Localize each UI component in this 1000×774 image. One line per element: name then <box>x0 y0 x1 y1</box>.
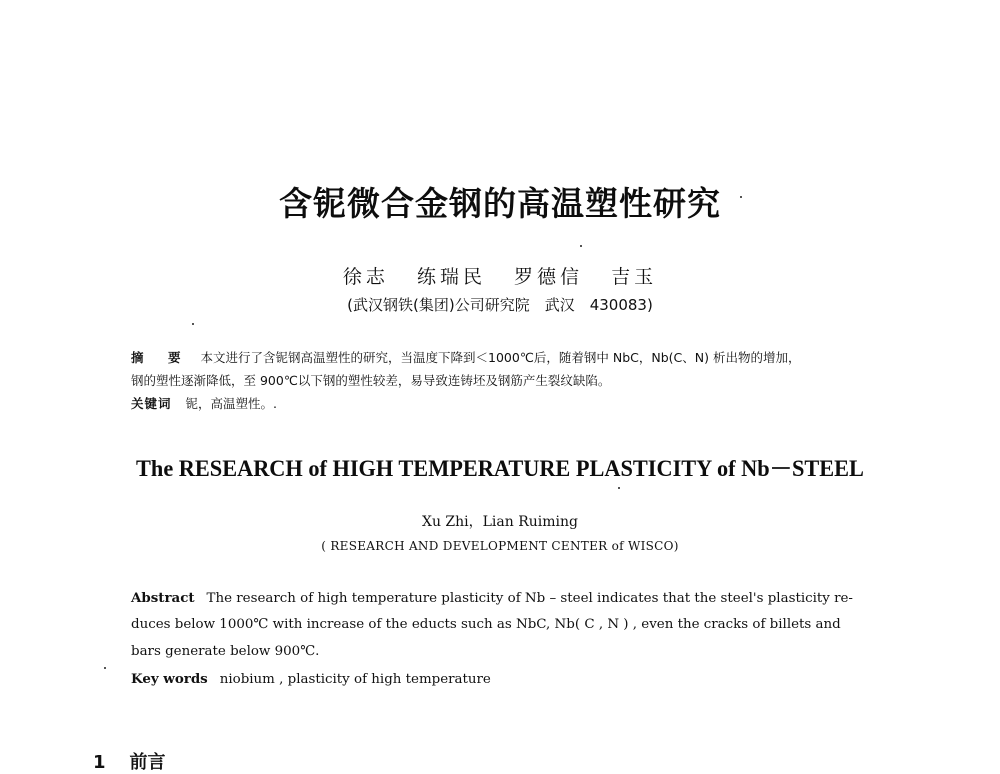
scan-speck <box>104 667 106 669</box>
author-2: 练瑞民 <box>416 266 486 288</box>
section-title: 前言 <box>129 752 166 773</box>
author-3: 罗德信 <box>514 266 584 288</box>
keywords-chinese-text: 铌，高温塑性。. <box>185 396 277 411</box>
abstract-english-line-3: bars generate below 900℃. <box>131 644 320 659</box>
author-1: 徐志 <box>342 266 389 288</box>
abstract-chinese-line-2: 钢的塑性逐渐降低，至 900℃以下钢的塑性较差，易导致连铸坯及钢筋产生裂纹缺陷。 <box>131 373 611 388</box>
abstract-english-text-1: The research of high temperature plasticity of Nb – steel indicates that the steel's plasticity re- <box>206 591 853 606</box>
authors-english: Xu Zhi，Lian Ruiming <box>421 514 578 530</box>
author-4: 吉玉 <box>611 266 658 288</box>
abstract-chinese-text-1: 本文进行了含铌钢高温塑性的研究，当温度下降到＜1000℃后，随着钢中 NbC，Nb(C、N) 析出物的增加， <box>200 350 801 365</box>
affiliation-chinese: (武汉钢铁(集团)公司研究院 武汉 430083) <box>347 296 653 314</box>
abstract-english-label: Abstract <box>131 590 195 606</box>
section-heading <box>93 748 166 774</box>
keywords-chinese <box>131 392 891 415</box>
abstract-english-line-1 <box>131 590 853 606</box>
authors-chinese <box>0 262 1000 289</box>
scan-speck <box>580 245 582 247</box>
scan-speck <box>192 323 194 325</box>
section-number: 1 <box>93 752 106 773</box>
keywords-chinese-label: 关键词 <box>131 396 172 411</box>
title-english: The RESEARCH of HIGH TEMPERATURE PLASTICITY of Nb－STEEL <box>136 456 864 481</box>
keywords-english-label: Key words <box>131 671 208 687</box>
title-chinese: 含铌微合金钢的高温塑性研究 <box>279 184 721 223</box>
keywords-english <box>131 671 491 687</box>
keywords-english-text: niobium , plasticity of high temperature <box>219 672 491 687</box>
abstract-chinese-line-1 <box>131 346 891 369</box>
abstract-chinese-label: 摘 要 <box>131 350 187 365</box>
scan-speck <box>618 487 620 489</box>
abstract-english-line-2: duces below 1000℃ with increase of the educts such as NbC, Nb( C , N ) , even the cracks of billets and <box>131 617 841 632</box>
scan-speck <box>740 196 742 198</box>
affiliation-english: ( RESEARCH AND DEVELOPMENT CENTER of WISCO) <box>321 539 679 553</box>
